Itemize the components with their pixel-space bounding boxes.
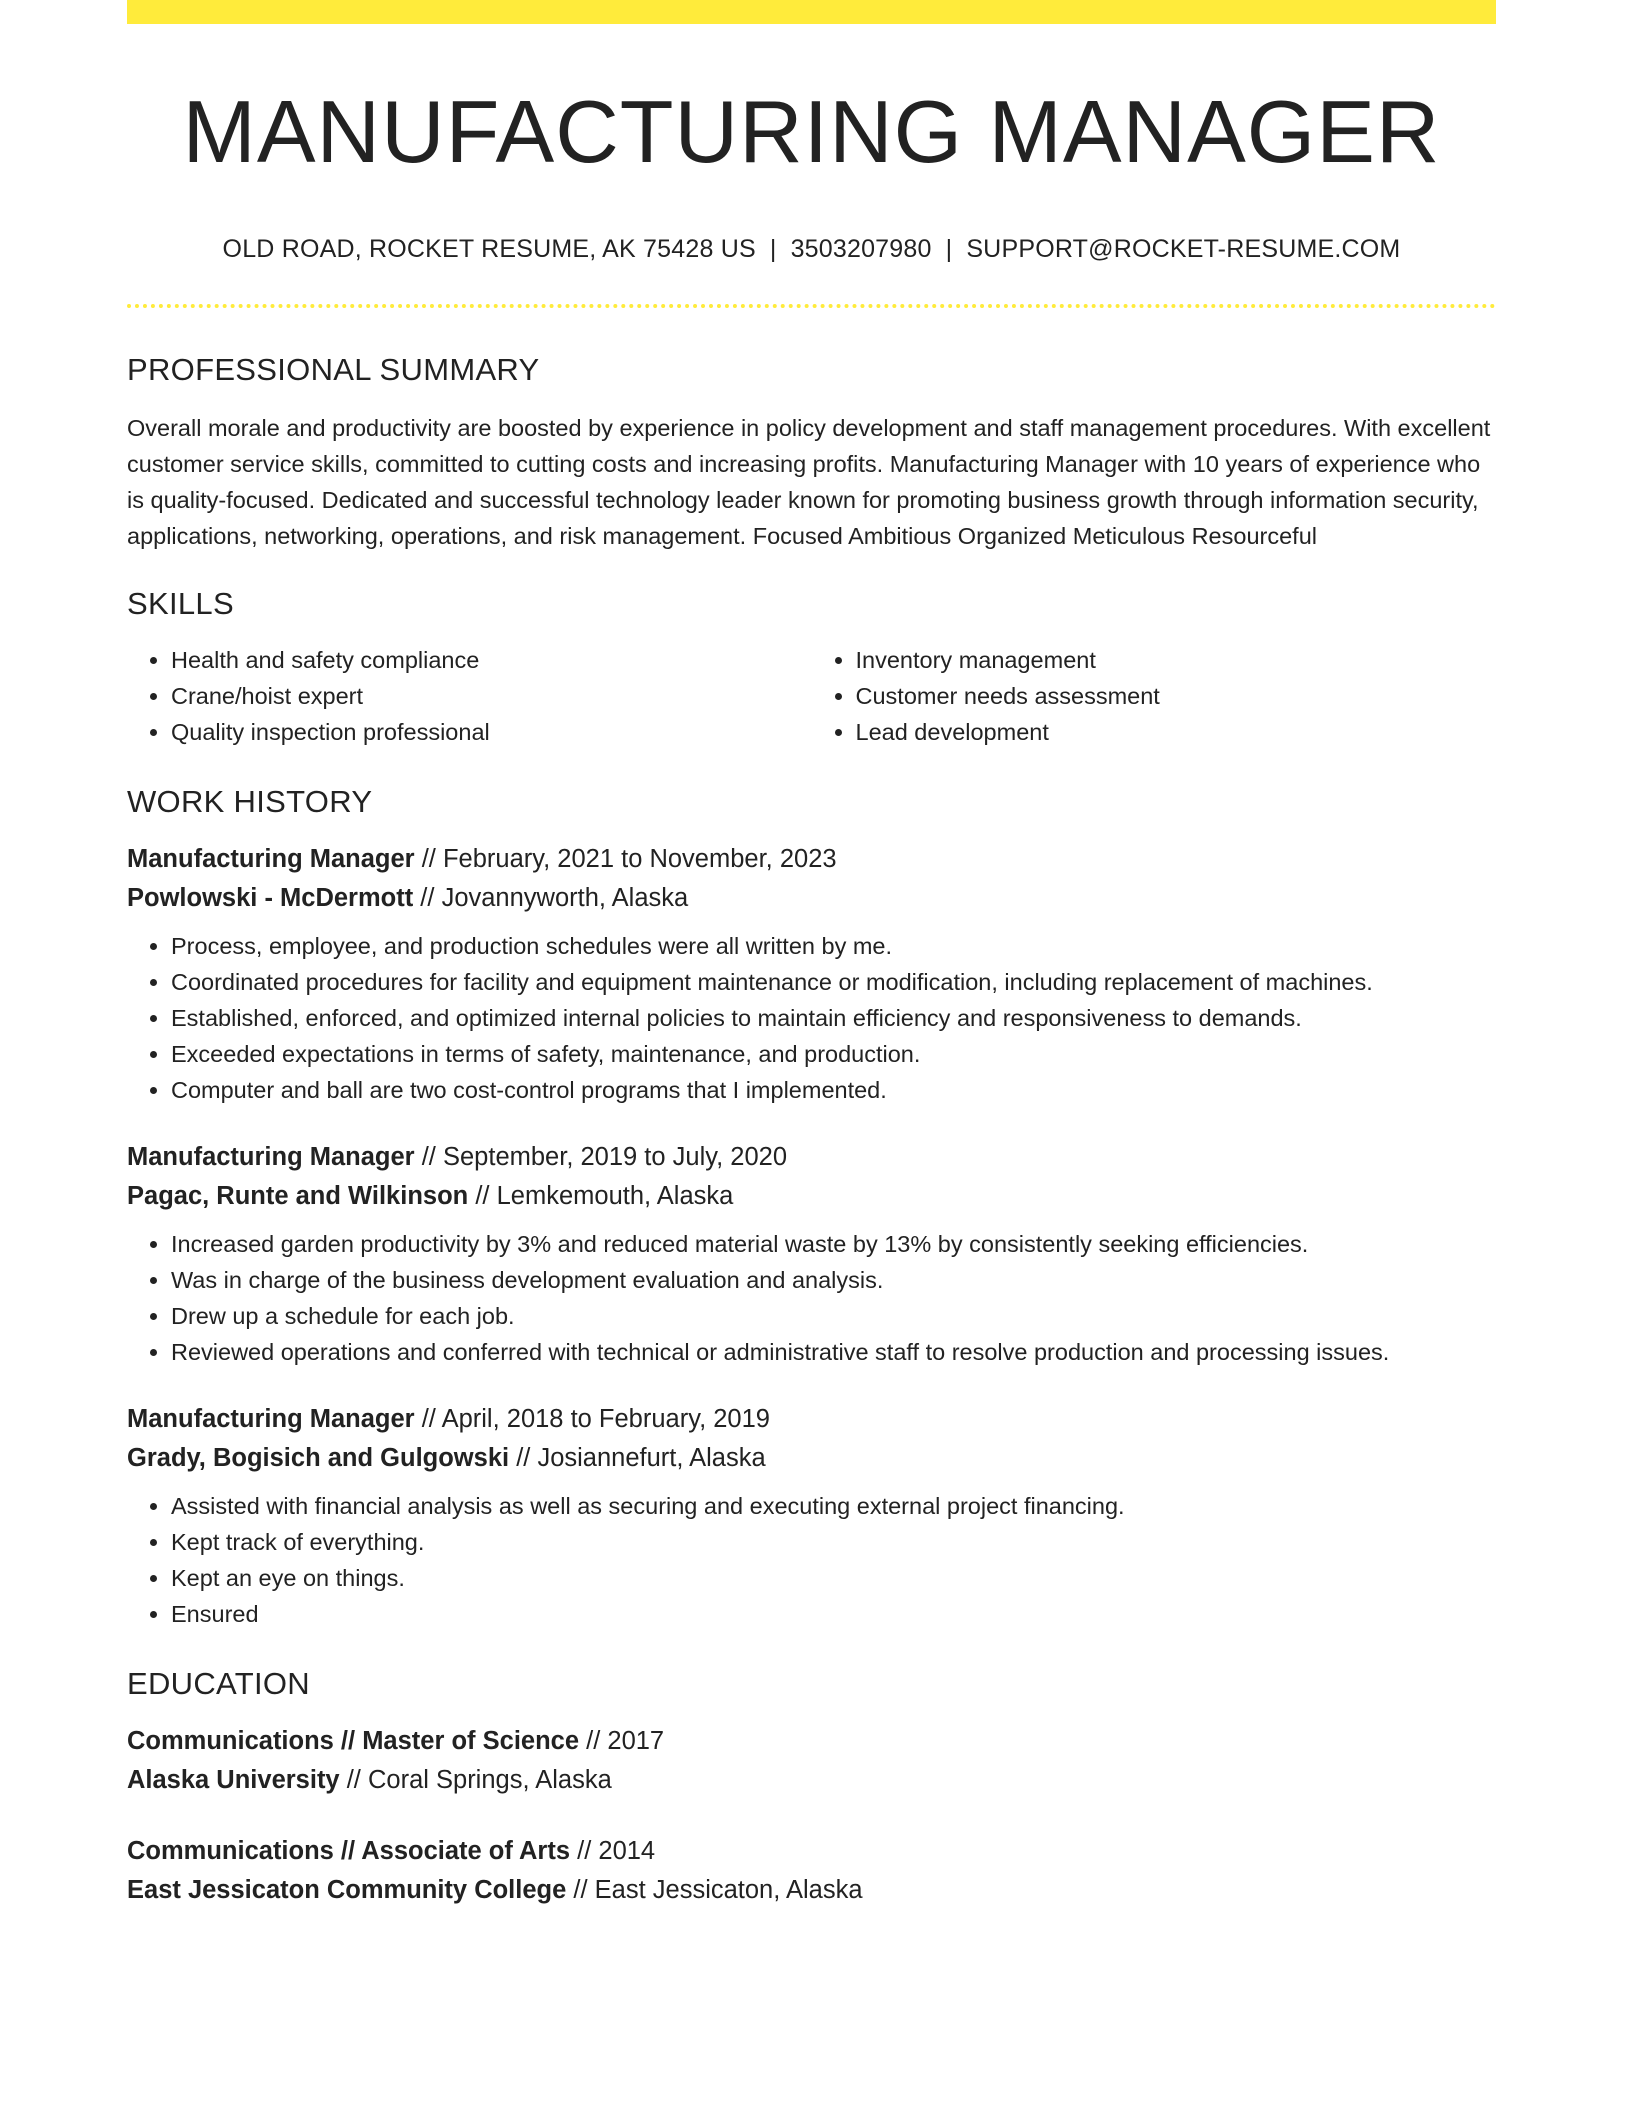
job-company-line xyxy=(127,879,1496,918)
skill-item: • Quality inspection professional xyxy=(171,714,812,750)
job-dates: September, 2019 to July, 2020 xyxy=(442,1142,787,1171)
job-bullet: • Exceeded expectations in terms of safety, maintenance, and production. xyxy=(171,1036,1496,1072)
job-location: Jovannyworth, Alaska xyxy=(441,883,689,912)
skills-column-left xyxy=(127,642,812,750)
contact-separator: | xyxy=(945,234,953,263)
separator: // xyxy=(346,1765,361,1794)
separator: // xyxy=(421,844,436,873)
job-location: Josiannefurt, Alaska xyxy=(537,1443,766,1472)
job-title-line xyxy=(127,1400,1496,1439)
education-school: East Jessicaton Community College xyxy=(127,1875,567,1904)
education-school-line xyxy=(127,1761,1496,1800)
education-section xyxy=(127,1666,1496,1910)
education-degree-line xyxy=(127,1832,1496,1871)
job-bullet: • Increased garden productivity by 3% and reduced material waste by 13% by consistently seeking efficiencies. xyxy=(171,1226,1496,1262)
job-title-line xyxy=(127,1138,1496,1177)
separator: // xyxy=(516,1443,531,1472)
separator: // xyxy=(577,1836,592,1865)
education-degree: Communications // Master of Science xyxy=(127,1726,580,1755)
skill-item: • Lead development xyxy=(856,714,1497,750)
job-company-line xyxy=(127,1439,1496,1478)
job-entry xyxy=(127,840,1496,1108)
job-bullet: • Process, employee, and production schedules were all written by me. xyxy=(171,928,1496,964)
resume-title: MANUFACTURING MANAGER xyxy=(182,82,1441,181)
separator: // xyxy=(573,1875,588,1904)
contact-line xyxy=(127,235,1496,264)
skills-heading: SKILLS xyxy=(127,585,234,621)
education-entry xyxy=(127,1832,1496,1910)
resume-page xyxy=(127,0,1496,1910)
contact-address: OLD ROAD, ROCKET RESUME, AK 75428 US xyxy=(222,234,756,263)
job-bullet: • Kept track of everything. xyxy=(171,1524,1496,1560)
skills-grid xyxy=(127,642,1496,750)
job-company: Grady, Bogisich and Gulgowski xyxy=(127,1443,510,1472)
accent-top-bar xyxy=(127,0,1496,24)
separator: // xyxy=(586,1726,601,1755)
job-company: Pagac, Runte and Wilkinson xyxy=(127,1181,469,1210)
education-location: East Jessicaton, Alaska xyxy=(594,1875,863,1904)
skill-item: • Crane/hoist expert xyxy=(171,678,812,714)
job-bullets xyxy=(127,1488,1496,1632)
summary-heading: PROFESSIONAL SUMMARY xyxy=(127,351,540,387)
education-degree: Communications // Associate of Arts xyxy=(127,1836,571,1865)
education-location: Coral Springs, Alaska xyxy=(367,1765,612,1794)
job-location: Lemkemouth, Alaska xyxy=(496,1181,734,1210)
job-role: Manufacturing Manager xyxy=(127,1404,415,1433)
education-year: 2017 xyxy=(607,1726,665,1755)
skills-column-right xyxy=(812,642,1497,750)
separator: // xyxy=(475,1181,490,1210)
work-history-section xyxy=(127,784,1496,1632)
job-role: Manufacturing Manager xyxy=(127,844,415,873)
job-bullet: • Ensured xyxy=(171,1596,1496,1632)
job-bullet: • Computer and ball are two cost-control programs that I implemented. xyxy=(171,1072,1496,1108)
education-school-line xyxy=(127,1871,1496,1910)
job-company: Powlowski - McDermott xyxy=(127,883,414,912)
education-degree-line xyxy=(127,1722,1496,1761)
separator: // xyxy=(421,1404,436,1433)
education-heading: EDUCATION xyxy=(127,1665,310,1701)
job-dates: February, 2021 to November, 2023 xyxy=(442,844,837,873)
job-bullet: • Assisted with financial analysis as well as securing and executing external project financing. xyxy=(171,1488,1496,1524)
education-school: Alaska University xyxy=(127,1765,340,1794)
job-bullet: • Was in charge of the business development evaluation and analysis. xyxy=(171,1262,1496,1298)
skill-item: • Health and safety compliance xyxy=(171,642,812,678)
job-bullet: • Coordinated procedures for facility and equipment maintenance or modification, including replacement of machines. xyxy=(171,964,1496,1000)
separator: // xyxy=(421,1142,436,1171)
separator: // xyxy=(420,883,435,912)
job-bullet: • Reviewed operations and conferred with technical or administrative staff to resolve production and processing issues. xyxy=(171,1334,1496,1370)
job-entry xyxy=(127,1400,1496,1632)
contact-email: SUPPORT@ROCKET-RESUME.COM xyxy=(966,234,1401,263)
job-bullet: • Kept an eye on things. xyxy=(171,1560,1496,1596)
job-bullet: • Drew up a schedule for each job. xyxy=(171,1298,1496,1334)
summary-section xyxy=(127,352,1496,554)
contact-separator: | xyxy=(769,234,777,263)
skill-item: • Customer needs assessment xyxy=(856,678,1497,714)
education-year: 2014 xyxy=(598,1836,656,1865)
contact-phone: 3503207980 xyxy=(790,234,932,263)
job-dates: April, 2018 to February, 2019 xyxy=(441,1404,770,1433)
education-entry xyxy=(127,1722,1496,1800)
skill-item: • Inventory management xyxy=(856,642,1497,678)
skills-section xyxy=(127,586,1496,750)
job-entry xyxy=(127,1138,1496,1370)
job-company-line xyxy=(127,1177,1496,1216)
work-history-heading: WORK HISTORY xyxy=(127,783,373,819)
summary-text: Overall morale and productivity are boosted by experience in policy development and staff management procedures. With excellent customer service skills, committed to cutting costs and increasing profits. Manufacturing Manager with 10 years of experience who is quality-focused. Dedicated and successful technology leader known for promoting business growth through information security, applications, networking, operations, and risk management. Focused Ambitious Organized Meticulous Resourceful xyxy=(127,414,1491,549)
job-role: Manufacturing Manager xyxy=(127,1142,415,1171)
dotted-divider xyxy=(127,304,1496,308)
job-bullet: • Established, enforced, and optimized internal policies to maintain efficiency and responsiveness to demands. xyxy=(171,1000,1496,1036)
job-bullets xyxy=(127,1226,1496,1370)
job-bullets xyxy=(127,928,1496,1108)
job-title-line xyxy=(127,840,1496,879)
